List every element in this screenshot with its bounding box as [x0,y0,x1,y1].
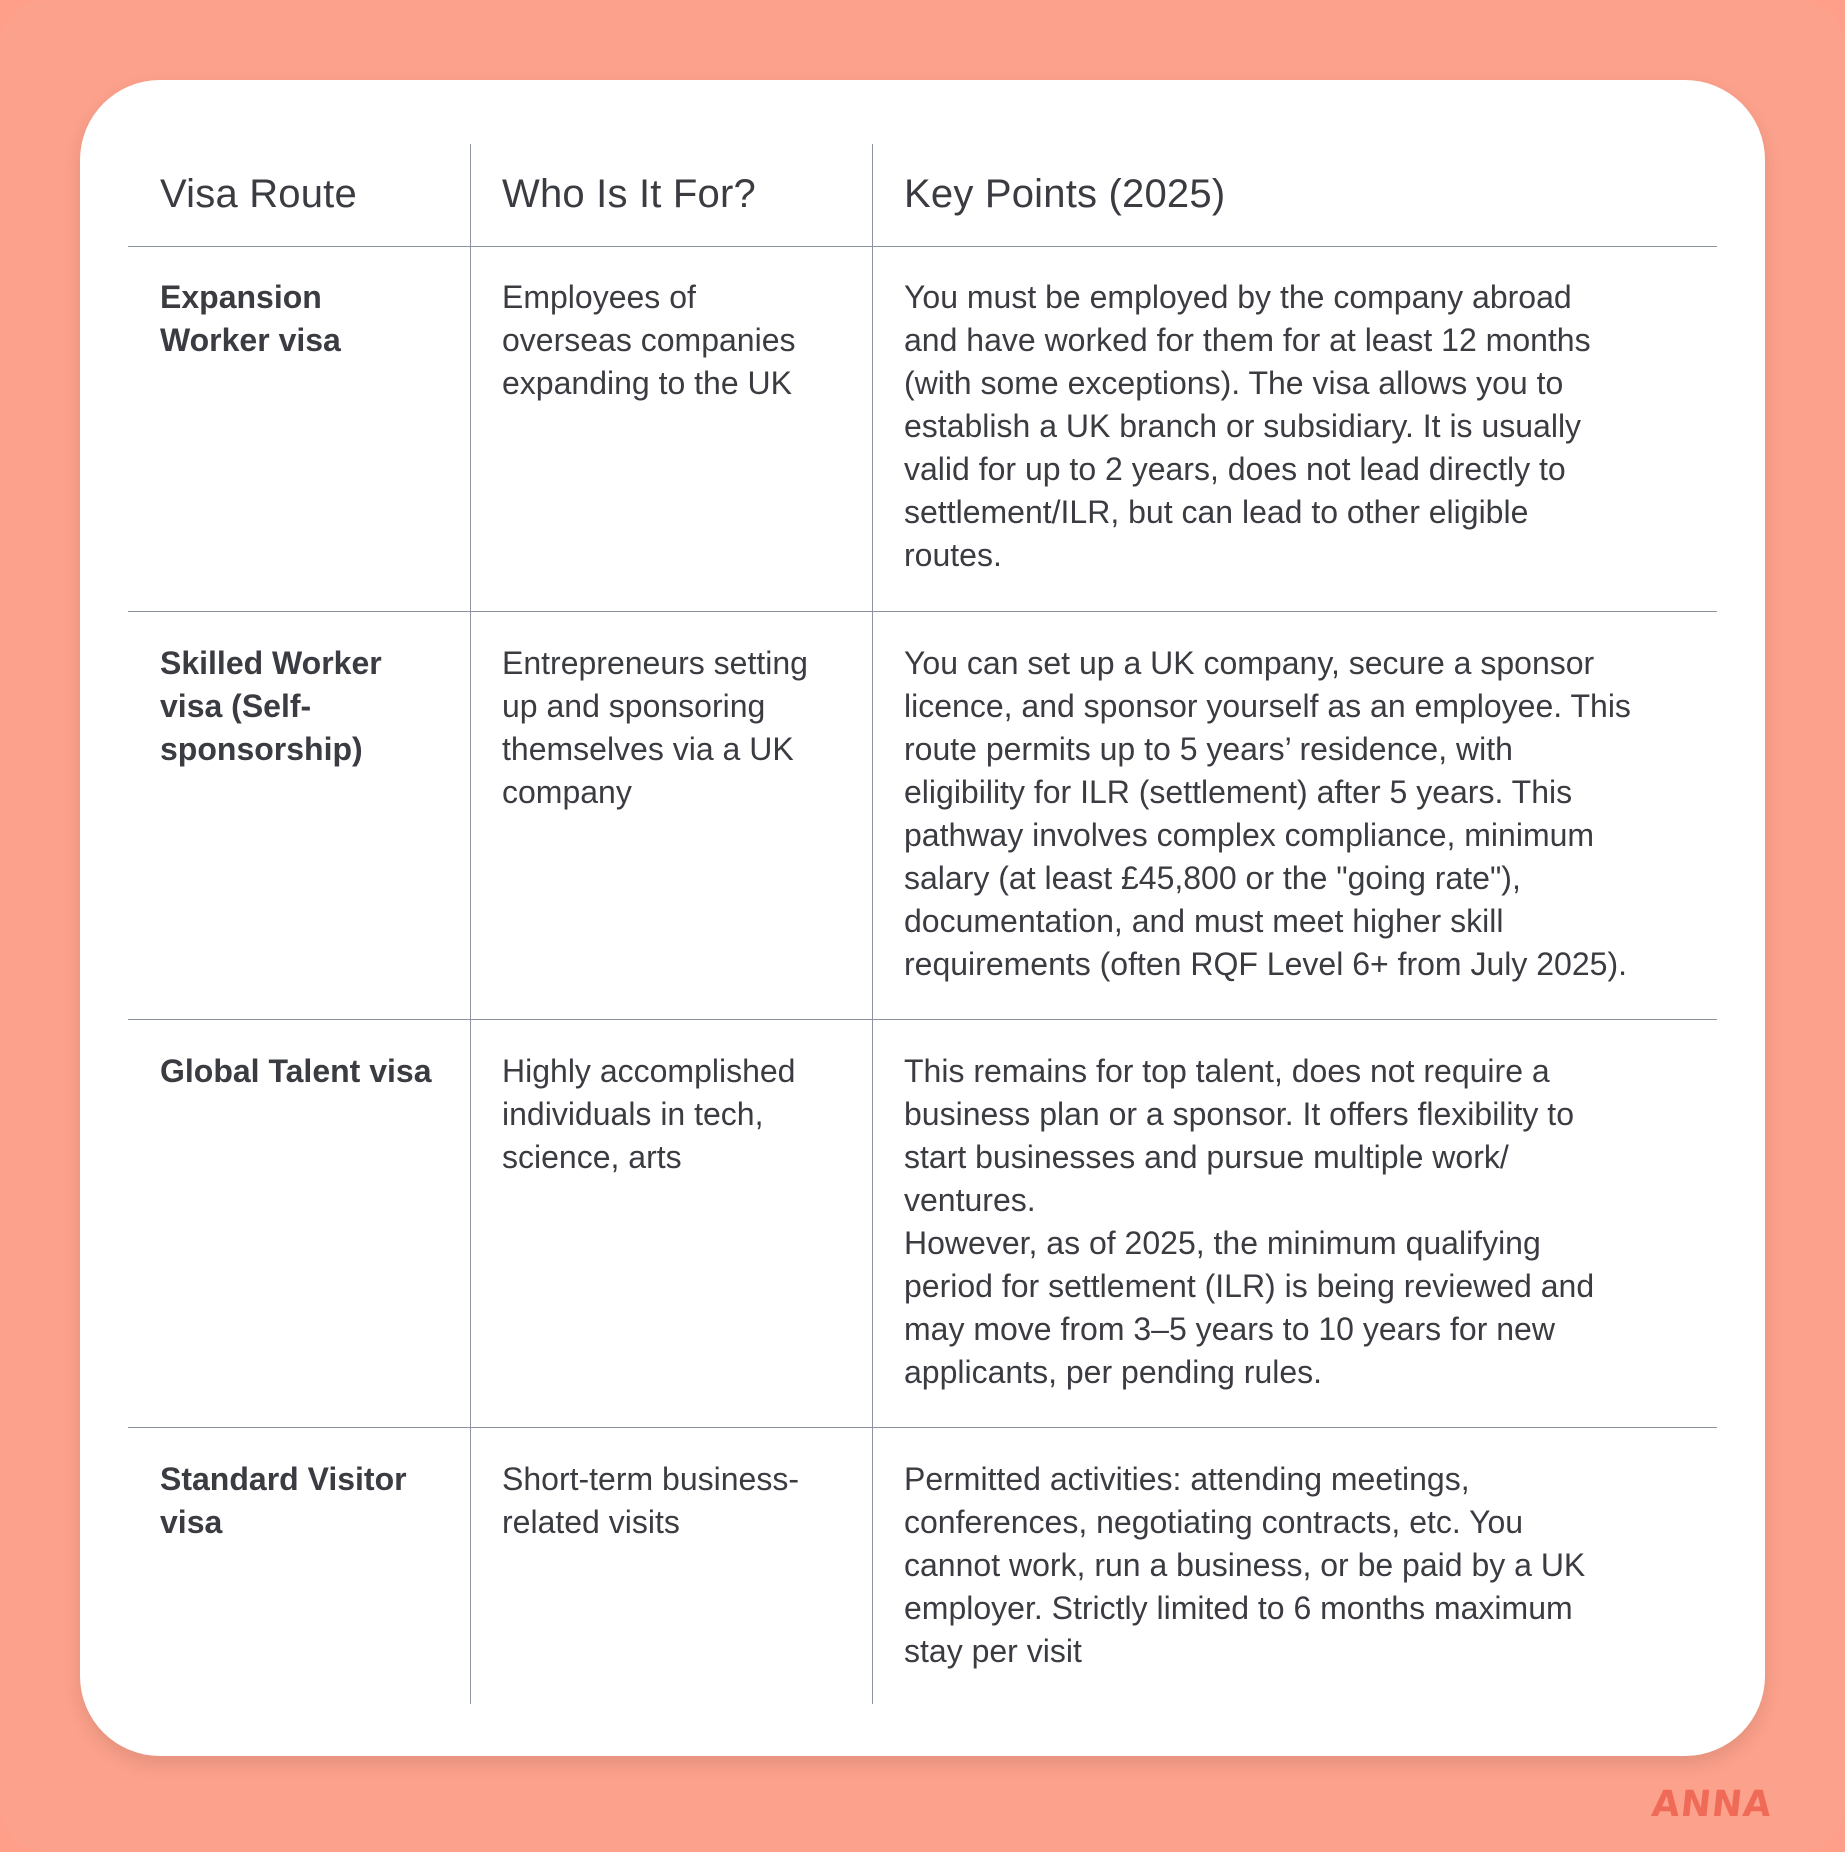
key-points-cell: You can set up a UK company, secure a sponsor licence, and sponsor yourself as an employee. This route permits up to 5 years’ residence, with eligibility for ILR (settlement) after 5 years. This pathway involves complex compliance, minimum salary (at least £45,800 or the "going rate"), documentation, and must meet higher skill requirements (often RQF Level 6+ from July 2025). [904,645,1631,982]
who-cell: Employees of overseas companies expanding to the UK [502,279,796,401]
visa-route-cell: Standard Visitor visa [160,1461,407,1540]
key-points-cell: This remains for top talent, does not require a business plan or a sponsor. It offers flexibility to start businesses and pursue multiple work/ ventures. However, as of 2025, the minimum qualifying period for settlement (ILR) is being reviewed and may move from 3–5 years to 10 years for new applicants, per pending rules. [904,1053,1595,1390]
visa-route-cell: Global Talent visa [160,1053,432,1089]
table-row [128,1020,1717,1428]
anna-logo: ANNA [1649,1784,1775,1825]
content-card [80,80,1765,1756]
who-cell: Entrepreneurs setting up and sponsoring themselves via a UK company [502,645,808,810]
who-cell: Short-term business- related visits [502,1461,799,1540]
who-cell: Highly accomplished individuals in tech, science, arts [502,1053,796,1175]
table-row [128,612,1717,1020]
key-points-cell: You must be employed by the company abroad and have worked for them for at least 12 months (with some exceptions). The visa allows you to establish a UK branch or subsidiary. It is usually valid for up to 2 years, does not lead directly to settlement/ILR, but can lead to other eligible routes. [904,279,1591,573]
visa-route-cell: Expansion Worker visa [160,279,341,358]
header-who-is-it-for: Who Is It For? [502,172,756,216]
header-visa-route: Visa Route [160,172,357,216]
table-row [128,246,1717,612]
header-key-points: Key Points (2025) [904,172,1226,216]
table-row [128,1428,1717,1704]
table-header-row [128,144,1717,247]
visa-table [128,144,1717,1704]
visa-route-cell: Skilled Worker visa (Self- sponsorship) [160,645,382,767]
key-points-cell: Permitted activities: attending meetings, conferences, negotiating contracts, etc. You cannot work, run a business, or be paid by a UK employer. Strictly limited to 6 months maximum stay per visit [904,1461,1586,1669]
